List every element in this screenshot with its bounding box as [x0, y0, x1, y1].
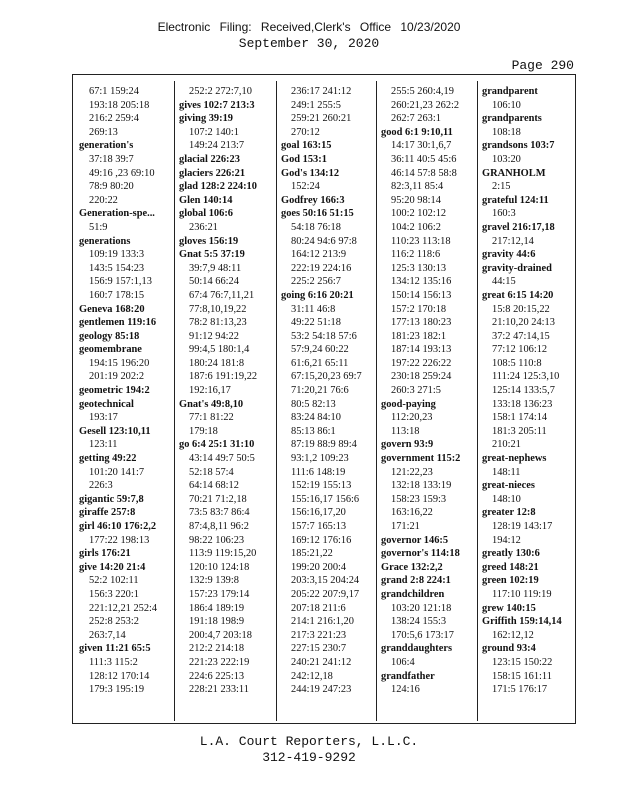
index-reference-line: 226:3 — [89, 480, 113, 492]
index-reference-line: 61:6,21 65:11 — [291, 357, 349, 369]
index-reference-line: 125:14 133:5,7 — [492, 385, 555, 397]
index-headword-entry: GRANHOLM — [482, 167, 546, 179]
index-reference-line: 186:4 189:19 — [189, 602, 245, 614]
index-column-2 — [179, 85, 275, 697]
index-headword-entry: glad 128:2 224:10 — [179, 181, 257, 193]
index-reference-line: 158:15 161:11 — [492, 670, 552, 682]
index-reference-line: 187:6 191:19,22 — [189, 371, 258, 383]
index-reference-line: 158:23 159:3 — [391, 493, 447, 505]
index-reference-line: 67:1 159:24 — [89, 86, 139, 97]
index-headword-entry: goal 163:15 — [281, 140, 332, 152]
index-reference-line: 201:19 202:2 — [89, 371, 145, 383]
index-reference-line: 244:19 247:23 — [291, 684, 352, 696]
column-divider — [376, 81, 377, 721]
index-reference-line: 39:7,9 48:11 — [189, 262, 242, 274]
index-frame — [72, 74, 576, 724]
index-reference-line: 112:20,23 — [391, 412, 433, 424]
index-reference-line: 134:12 135:16 — [391, 276, 452, 288]
page-number: Page 290 — [511, 58, 574, 73]
index-reference-line: 106:10 — [492, 99, 521, 111]
index-headword-entry: Generation-spe... — [79, 208, 155, 220]
index-reference-line: 51:9 — [89, 221, 108, 233]
column-divider — [276, 81, 277, 721]
index-reference-line: 77:1 81:22 — [189, 412, 234, 424]
index-reference-line: 185:21,22 — [291, 548, 333, 560]
index-headword-entry: girls 176:21 — [79, 548, 131, 560]
index-reference-line: 240:21 241:12 — [291, 656, 352, 668]
index-reference-line: 37:2 47:14,15 — [492, 330, 550, 342]
index-headword-entry: girl 46:10 176:2,2 — [79, 521, 157, 532]
index-reference-line: 164:12 213:9 — [291, 249, 347, 261]
index-headword-entry: Grace 132:2,2 — [381, 561, 443, 573]
index-reference-line: 85:13 86:1 — [291, 425, 336, 437]
index-headword-entry: generations — [79, 235, 131, 247]
index-headword-entry: ground 93:4 — [482, 643, 536, 655]
index-reference-line: 64:14 68:12 — [189, 480, 239, 492]
index-reference-line: 228:21 233:11 — [189, 684, 249, 696]
index-reference-line: 14:17 30:1,6,7 — [391, 140, 452, 152]
index-reference-line: 132:9 139:8 — [189, 575, 239, 587]
index-reference-line: 37:18 39:7 — [89, 153, 134, 165]
index-reference-line: 270:12 — [291, 126, 320, 138]
index-column-1 — [79, 85, 175, 697]
index-reference-line: 160:7 178:15 — [89, 289, 145, 301]
index-reference-line: 193:17 — [89, 412, 118, 424]
index-reference-line: 225:2 256:7 — [291, 276, 341, 288]
index-reference-line: 214:1 216:1,20 — [291, 616, 354, 628]
index-headword-entry: glaciers 226:21 — [179, 167, 246, 179]
index-headword-entry: go 6:4 25:1 31:10 — [179, 439, 255, 451]
index-reference-line: 221:12,21 252:4 — [89, 602, 158, 614]
index-headword-entry: gigantic 59:7,8 — [79, 493, 144, 505]
index-headword-entry: grandsons 103:7 — [482, 140, 555, 152]
index-reference-line: 53:2 54:18 57:6 — [291, 330, 357, 342]
reporter-company: L.A. Court Reporters, L.L.C. — [199, 734, 419, 749]
index-headword-entry: granddaughters — [381, 643, 453, 655]
index-headword-entry: government 115:2 — [381, 453, 461, 465]
index-headword-entry: geology 85:18 — [79, 330, 140, 342]
index-reference-line: 138:24 155:3 — [391, 616, 447, 628]
index-reference-line: 103:20 — [492, 153, 521, 165]
index-reference-line: 21:10,20 24:13 — [492, 317, 555, 329]
index-reference-line: 128:12 170:14 — [89, 670, 150, 682]
index-reference-line: 87:19 88:9 89:4 — [291, 439, 357, 451]
index-reference-line: 260:3 271:5 — [391, 385, 441, 397]
index-headword-entry: glacial 226:23 — [179, 153, 240, 165]
index-reference-line: 224:6 225:13 — [189, 670, 245, 682]
index-reference-line: 221:23 222:19 — [189, 656, 250, 668]
index-headword-entry: giraffe 257:8 — [79, 507, 136, 519]
index-reference-line: 2:15 — [492, 181, 511, 193]
index-headword-entry: gentlemen 119:16 — [79, 317, 157, 329]
index-headword-entry: governor 146:5 — [381, 534, 449, 546]
index-reference-line: 157:2 170:18 — [391, 303, 447, 315]
index-reference-line: 43:14 49:7 50:5 — [189, 453, 255, 465]
index-reference-line: 155:16,17 156:6 — [291, 493, 360, 505]
filing-stamp-line: Electronic Filing: Received,Clerk's Office 10/23/2020 — [157, 20, 461, 34]
index-reference-line: 132:18 133:19 — [391, 480, 452, 492]
index-reference-line: 150:14 156:13 — [391, 289, 452, 301]
index-reference-line: 110:23 113:18 — [391, 235, 451, 247]
index-reference-line: 187:14 193:13 — [391, 344, 452, 356]
index-reference-line: 123:15 150:22 — [492, 656, 553, 668]
index-headword-entry: Gesell 123:10,11 — [79, 425, 151, 437]
index-headword-entry: geomembrane — [79, 344, 142, 356]
index-headword-entry: great 6:15 14:20 — [482, 289, 554, 301]
index-reference-line: 103:20 121:18 — [391, 602, 452, 614]
index-reference-line: 180:24 181:8 — [189, 357, 245, 369]
index-headword-entry: gives 102:7 213:3 — [179, 99, 255, 111]
index-reference-line: 227:15 230:7 — [291, 643, 347, 655]
index-reference-line: 217:3 221:23 — [291, 629, 347, 641]
column-divider — [477, 81, 478, 721]
index-reference-line: 44:15 — [492, 276, 516, 288]
index-reference-line: 242:12,18 — [291, 670, 333, 682]
index-reference-line: 73:5 83:7 86:4 — [189, 507, 250, 519]
index-headword-entry: Godfrey 166:3 — [281, 194, 345, 206]
index-reference-line: 36:11 40:5 45:6 — [391, 153, 457, 165]
index-headword-entry: greater 12:8 — [482, 507, 536, 519]
index-headword-entry: gravity-drained — [482, 262, 552, 274]
transcript-date: September 30, 2020 — [238, 36, 380, 51]
index-reference-line: 120:10 124:18 — [189, 561, 250, 573]
index-reference-line: 148:10 — [492, 493, 521, 505]
index-reference-line: 249:1 255:5 — [291, 99, 341, 111]
index-reference-line: 117:10 119:19 — [492, 588, 552, 600]
index-reference-line: 101:20 141:7 — [89, 466, 145, 478]
index-reference-line: 177:22 198:13 — [89, 534, 150, 546]
index-reference-line: 111:24 125:3,10 — [492, 371, 560, 383]
index-headword-entry: greed 148:21 — [482, 561, 539, 573]
index-reference-line: 124:16 — [391, 684, 420, 696]
index-headword-entry: gravity 44:6 — [482, 249, 536, 261]
index-reference-line: 31:11 46:8 — [291, 303, 336, 315]
index-reference-line: 49:22 51:18 — [291, 317, 341, 329]
index-headword-entry: great-nephews — [482, 453, 547, 465]
index-reference-line: 133:18 136:23 — [492, 398, 553, 410]
index-headword-entry: give 14:20 21:4 — [79, 561, 146, 573]
index-reference-line: 98:22 106:23 — [189, 534, 245, 546]
index-reference-line: 152:19 155:13 — [291, 480, 352, 492]
index-reference-line: 156:16,17,20 — [291, 507, 346, 519]
index-headword-entry: grew 140:15 — [482, 602, 536, 614]
index-reference-line: 236:21 — [189, 221, 218, 233]
column-divider — [174, 81, 175, 721]
index-reference-line: 70:21 71:2,18 — [189, 493, 247, 505]
index-headword-entry: grateful 124:11 — [482, 194, 549, 206]
index-reference-line: 116:2 118:6 — [391, 249, 441, 261]
index-reference-line: 80:5 82:13 — [291, 398, 336, 410]
index-reference-line: 111:3 115:2 — [89, 656, 138, 668]
index-reference-line: 123:11 — [89, 439, 118, 451]
index-reference-line: 207:18 211:6 — [291, 602, 346, 614]
index-reference-line: 52:2 102:11 — [89, 575, 139, 587]
index-reference-line: 106:4 — [391, 656, 415, 668]
index-reference-line: 236:17 241:12 — [291, 86, 352, 97]
index-headword-entry: Gnat 5:5 37:19 — [179, 249, 245, 261]
index-reference-line: 50:14 66:24 — [189, 276, 239, 288]
index-reference-line: 160:3 — [492, 208, 516, 220]
index-reference-line: 91:12 94:22 — [189, 330, 239, 342]
index-reference-line: 217:12,14 — [492, 235, 534, 247]
index-reference-line: 262:7 263:1 — [391, 113, 441, 125]
index-headword-entry: getting 49:22 — [79, 453, 137, 465]
index-reference-line: 95:20 98:14 — [391, 194, 441, 206]
index-column-5 — [482, 85, 578, 697]
index-headword-entry: Griffith 159:14,14 — [482, 616, 562, 628]
index-reference-line: 193:18 205:18 — [89, 99, 150, 111]
index-headword-entry: grandparents — [482, 113, 542, 125]
index-reference-line: 259:21 260:21 — [291, 113, 352, 125]
index-headword-entry: global 106:6 — [179, 208, 233, 220]
index-reference-line: 163:16,22 — [391, 507, 433, 519]
index-column-4 — [381, 85, 477, 697]
index-headword-entry: generation's — [79, 140, 134, 152]
index-headword-entry: gloves 156:19 — [179, 235, 239, 247]
index-headword-entry: given 11:21 65:5 — [79, 643, 151, 655]
index-reference-line: 77:8,10,19,22 — [189, 303, 247, 315]
index-reference-line: 49:16 ,23 69:10 — [89, 167, 155, 179]
index-reference-line: 121:22,23 — [391, 466, 433, 478]
index-reference-line: 157:23 179:14 — [189, 588, 250, 600]
index-headword-entry: Geneva 168:20 — [79, 303, 145, 315]
index-reference-line: 181:3 205:11 — [492, 425, 547, 437]
index-reference-line: 99:4,5 180:1,4 — [189, 344, 250, 356]
index-reference-line: 252:8 253:2 — [89, 616, 139, 628]
index-reference-line: 82:3,11 85:4 — [391, 181, 444, 193]
index-reference-line: 179:3 195:19 — [89, 684, 145, 696]
index-headword-entry: geometric 194:2 — [79, 385, 150, 397]
index-reference-line: 252:2 272:7,10 — [189, 86, 252, 97]
index-reference-line: 71:20,21 76:6 — [291, 385, 349, 397]
index-headword-entry: good 6:1 9:10,11 — [381, 126, 453, 138]
index-headword-entry: grandparent — [482, 86, 538, 97]
index-reference-line: 157:7 165:13 — [291, 521, 347, 532]
index-reference-line: 108:5 110:8 — [492, 357, 542, 369]
index-column-3 — [281, 85, 377, 697]
index-reference-line: 230:18 259:24 — [391, 371, 452, 383]
index-reference-line: 156:3 220:1 — [89, 588, 139, 600]
index-reference-line: 194:12 — [492, 534, 521, 546]
index-reference-line: 78:9 80:20 — [89, 181, 134, 193]
index-reference-line: 212:2 214:18 — [189, 643, 245, 655]
index-headword-entry: great-nieces — [482, 480, 535, 492]
index-reference-line: 67:15,20,23 69:7 — [291, 371, 362, 383]
index-reference-line: 263:7,14 — [89, 629, 126, 641]
index-headword-entry: Glen 140:14 — [179, 194, 233, 206]
index-reference-line: 203:3,15 204:24 — [291, 575, 360, 587]
index-headword-entry: grand 2:8 224:1 — [381, 575, 451, 587]
index-reference-line: 57:9,24 60:22 — [291, 344, 349, 356]
index-headword-entry: going 6:16 20:21 — [281, 289, 354, 301]
index-reference-line: 149:24 213:7 — [189, 140, 245, 152]
index-reference-line: 210:21 — [492, 439, 521, 451]
index-reference-line: 158:1 174:14 — [492, 412, 548, 424]
index-reference-line: 111:6 148:19 — [291, 466, 346, 478]
index-reference-line: 15:8 20:15,22 — [492, 303, 550, 315]
index-reference-line: 104:2 106:2 — [391, 221, 441, 233]
index-reference-line: 143:5 154:23 — [89, 262, 145, 274]
index-reference-line: 87:4,8,11 96:2 — [189, 521, 249, 532]
index-reference-line: 169:12 176:16 — [291, 534, 352, 546]
index-reference-line: 179:18 — [189, 425, 218, 437]
index-headword-entry: goes 50:16 51:15 — [281, 208, 354, 220]
index-headword-entry: God 153:1 — [281, 153, 327, 165]
index-reference-line: 205:22 207:9,17 — [291, 588, 360, 600]
index-reference-line: 67:4 76:7,11,21 — [189, 289, 255, 301]
index-reference-line: 54:18 76:18 — [291, 221, 341, 233]
index-reference-line: 156:9 157:1,13 — [89, 276, 152, 288]
index-headword-entry: gravel 216:17,18 — [482, 221, 555, 233]
index-reference-line: 220:22 — [89, 194, 118, 206]
index-reference-line: 113:9 119:15,20 — [189, 548, 257, 560]
index-headword-entry: grandfather — [381, 670, 435, 682]
index-reference-line: 93:1,2 109:23 — [291, 453, 349, 465]
index-reference-line: 107:2 140:1 — [189, 126, 239, 138]
index-reference-line: 148:11 — [492, 466, 521, 478]
index-reference-line: 200:4,7 203:18 — [189, 629, 252, 641]
index-reference-line: 80:24 94:6 97:8 — [291, 235, 357, 247]
index-reference-line: 181:23 182:1 — [391, 330, 447, 342]
index-reference-line: 199:20 200:4 — [291, 561, 347, 573]
index-headword-entry: giving 39:19 — [179, 113, 233, 125]
index-reference-line: 52:18 57:4 — [189, 466, 234, 478]
index-reference-line: 222:19 224:16 — [291, 262, 352, 274]
index-reference-line: 194:15 196:20 — [89, 357, 150, 369]
index-headword-entry: geotechnical — [79, 398, 134, 410]
index-headword-entry: God's 134:12 — [281, 167, 340, 179]
index-reference-line: 125:3 130:13 — [391, 262, 447, 274]
index-headword-entry: grandchildren — [381, 588, 445, 600]
index-reference-line: 109:19 133:3 — [89, 249, 145, 261]
index-headword-entry: Gnat's 49:8,10 — [179, 398, 244, 410]
index-reference-line: 113:18 — [391, 425, 420, 437]
index-reference-line: 46:14 57:8 58:8 — [391, 167, 457, 179]
index-reference-line: 192:16,17 — [189, 385, 231, 397]
index-reference-line: 78:2 81:13,23 — [189, 317, 247, 329]
index-reference-line: 128:19 143:17 — [492, 521, 553, 532]
index-reference-line: 216:2 259:4 — [89, 113, 139, 125]
index-reference-line: 171:5 176:17 — [492, 684, 548, 696]
index-headword-entry: governor's 114:18 — [381, 548, 460, 560]
index-headword-entry: green 102:19 — [482, 575, 539, 587]
index-reference-line: 162:12,12 — [492, 629, 534, 641]
index-reference-line: 191:18 198:9 — [189, 616, 245, 628]
reporter-phone: 312-419-9292 — [262, 750, 356, 765]
index-reference-line: 152:24 — [291, 181, 320, 193]
index-reference-line: 255:5 260:4,19 — [391, 86, 454, 97]
index-reference-line: 77:12 106:12 — [492, 344, 548, 356]
index-headword-entry: good-paying — [381, 398, 436, 410]
index-reference-line: 269:13 — [89, 126, 118, 138]
index-reference-line: 260:21,23 262:2 — [391, 99, 460, 111]
index-reference-line: 197:22 226:22 — [391, 357, 452, 369]
index-reference-line: 108:18 — [492, 126, 521, 138]
index-reference-line: 170:5,6 173:17 — [391, 629, 454, 641]
index-headword-entry: greatly 130:6 — [482, 548, 540, 560]
index-reference-line: 83:24 84:10 — [291, 412, 341, 424]
index-reference-line: 100:2 102:12 — [391, 208, 447, 220]
index-reference-line: 177:13 180:23 — [391, 317, 452, 329]
index-headword-entry: govern 93:9 — [381, 439, 434, 451]
index-reference-line: 171:21 — [391, 521, 420, 532]
